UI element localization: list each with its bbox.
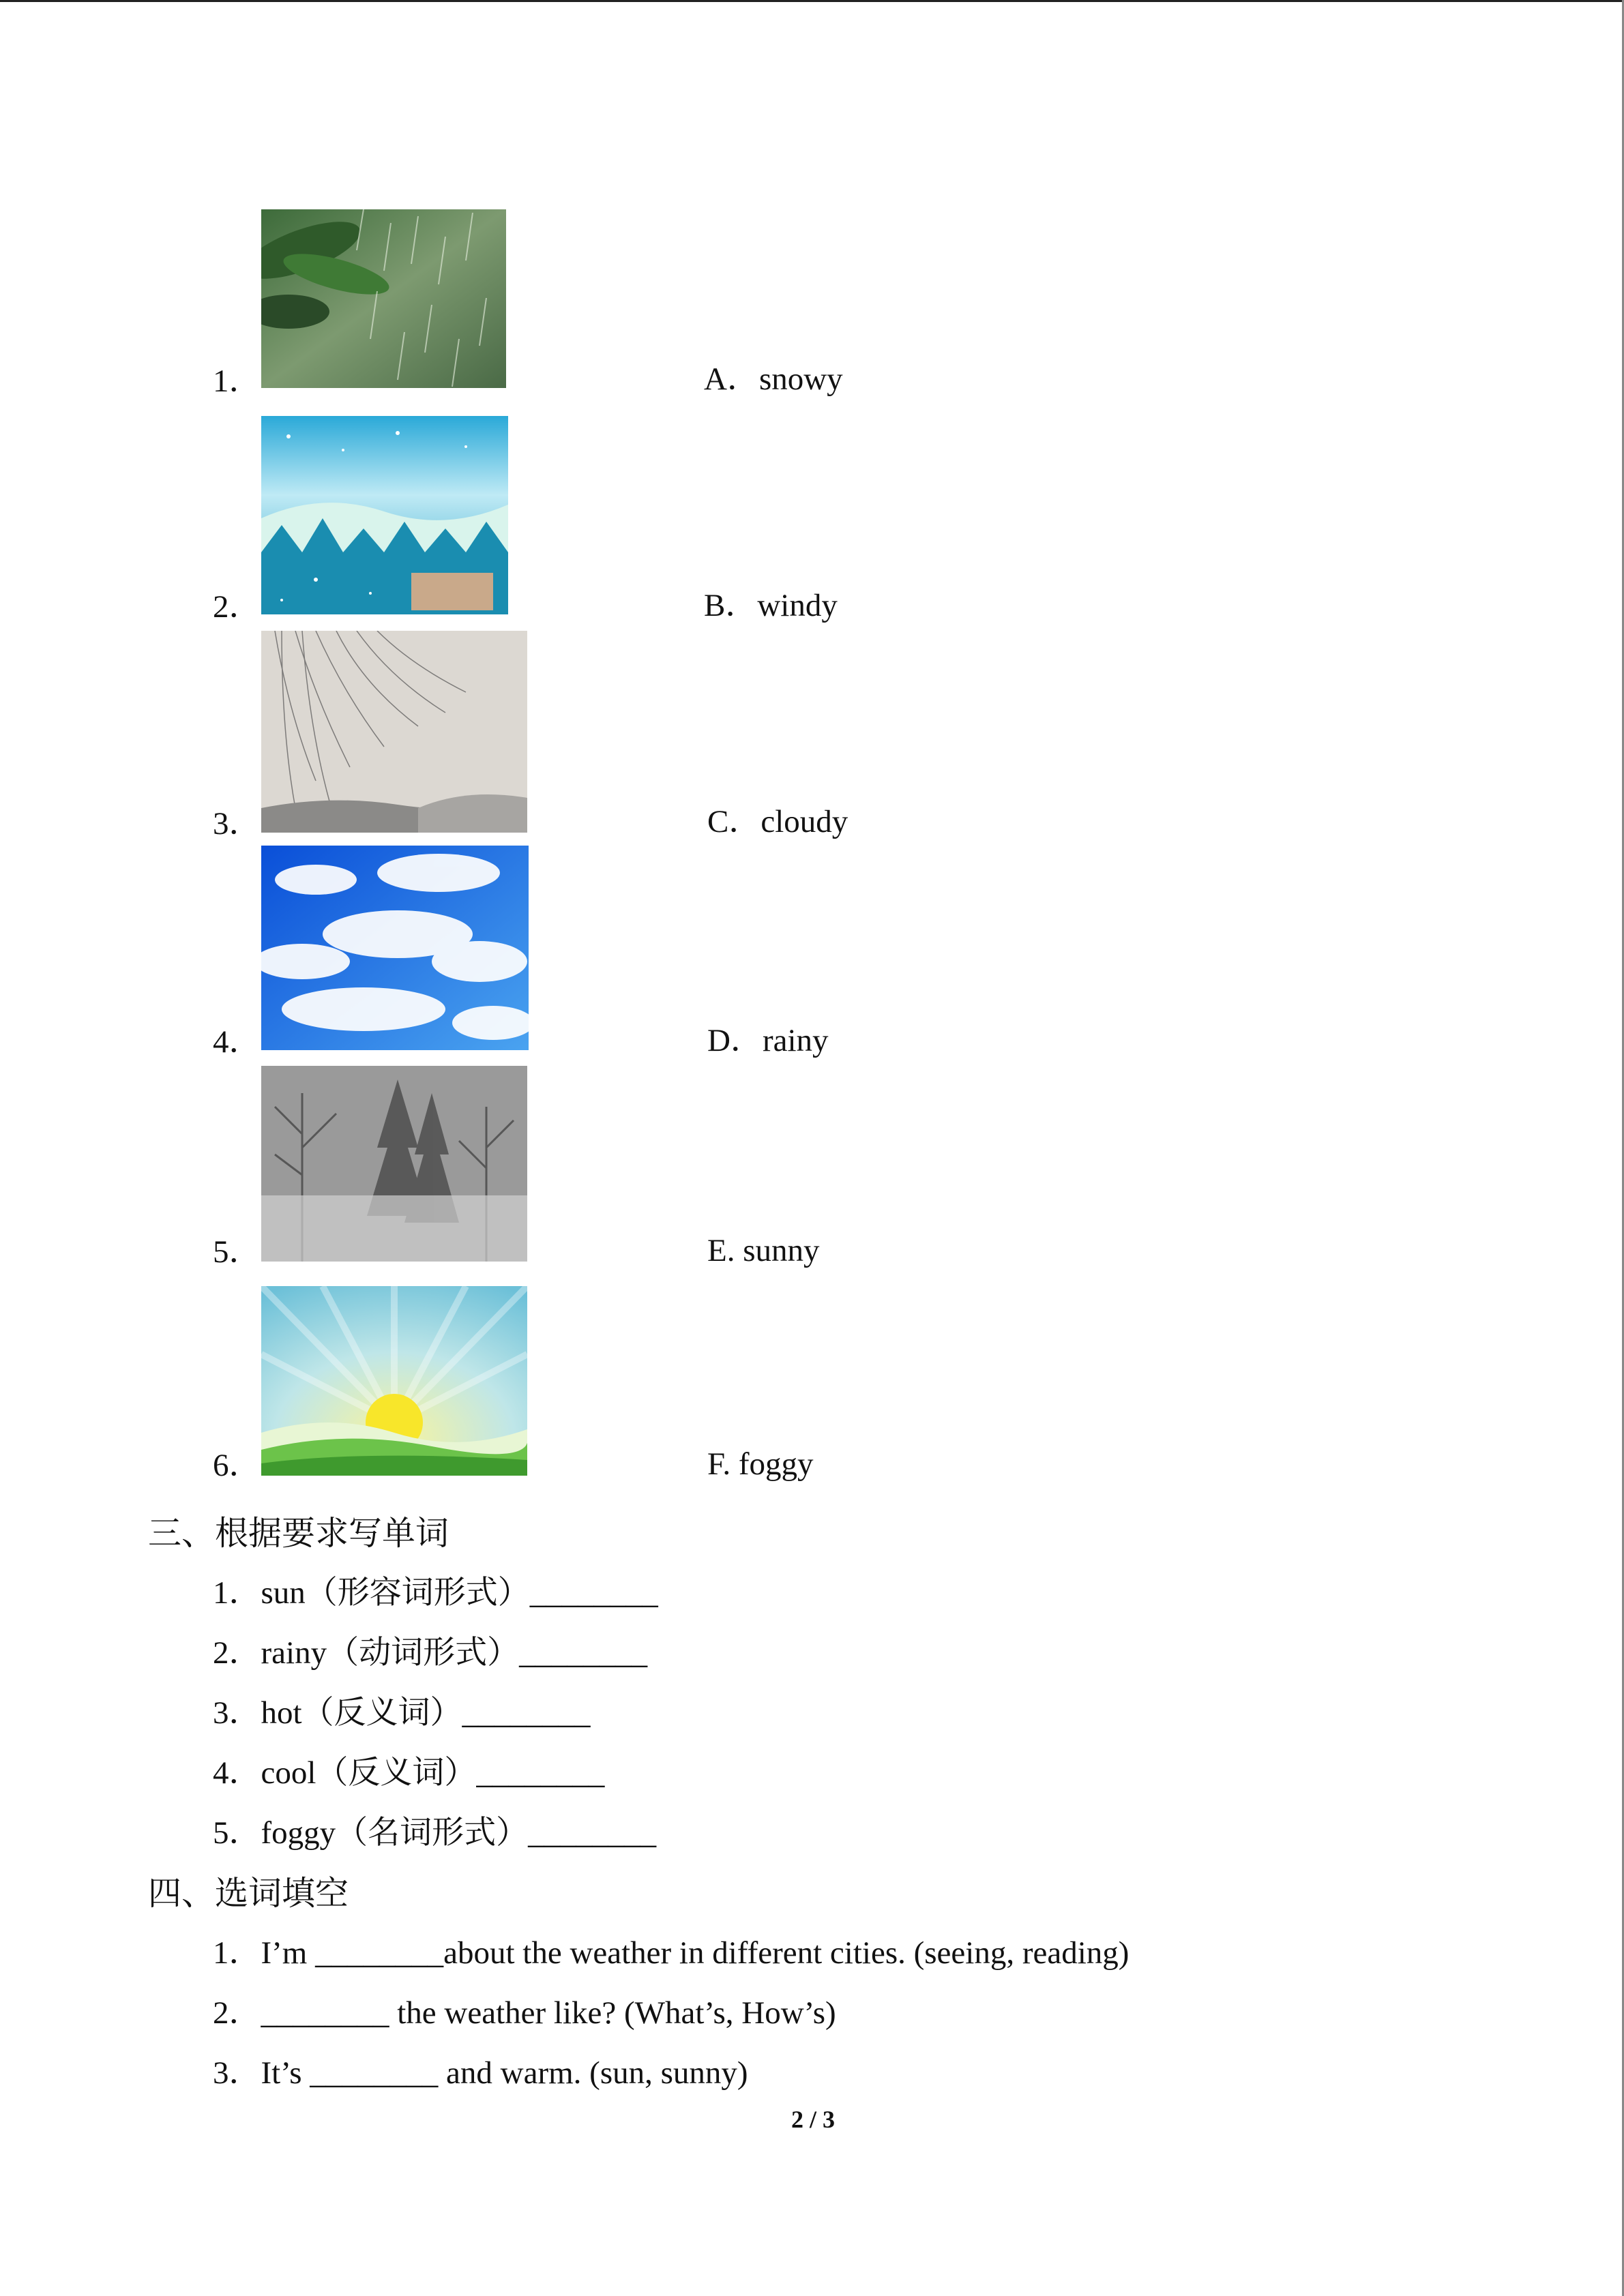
rain-on-leaves-picture [261, 209, 506, 388]
item-number-5: 5． [213, 1234, 261, 1270]
item-number-6: 6． [213, 1448, 261, 1483]
option-f: F. foggy [707, 1446, 814, 1482]
foggy-forest-picture [261, 1066, 527, 1262]
option-d: D．rainy [707, 1023, 829, 1058]
section-3-item-4: 4．cool（反义词）________ [213, 1755, 605, 1791]
option-e: E. sunny [707, 1233, 820, 1268]
snowy-landscape-picture [261, 416, 508, 614]
item-number-3: 3． [213, 806, 261, 841]
section-3-item-3: 3．hot（反义词）________ [213, 1695, 591, 1731]
section-4-heading: 四、选词填空 [148, 1874, 349, 1913]
section-3-item-1: 1．sun（形容词形式）________ [213, 1575, 658, 1611]
top-border [0, 0, 1624, 2]
blue-sky-clouds-picture [261, 846, 529, 1050]
section-3-item-2: 2．rainy（动词形式）________ [213, 1635, 648, 1671]
section-4-item-2: 2．________ the weather like? (What’s, How’s) [213, 1995, 836, 2031]
item-number-2: 2． [213, 589, 261, 625]
item-number-1: 1． [213, 363, 261, 399]
windblown-willow-picture [261, 631, 527, 833]
section-4-item-3: 3．It’s ________ and warm. (sun, sunny) [213, 2055, 748, 2091]
option-c: C．cloudy [707, 804, 848, 839]
section-4-item-1: 1．I’m ________about the weather in different cities. (seeing, reading) [213, 1935, 1130, 1971]
sunrise-picture [261, 1286, 527, 1476]
page-number: 2 / 3 [791, 2106, 836, 2133]
section-3-item-5: 5．foggy（名词形式）________ [213, 1815, 657, 1851]
option-b: B．windy [704, 588, 838, 623]
item-number-4: 4． [213, 1024, 261, 1060]
option-a: A．snowy [704, 361, 843, 397]
section-3-heading: 三、根据要求写单词 [148, 1514, 449, 1553]
